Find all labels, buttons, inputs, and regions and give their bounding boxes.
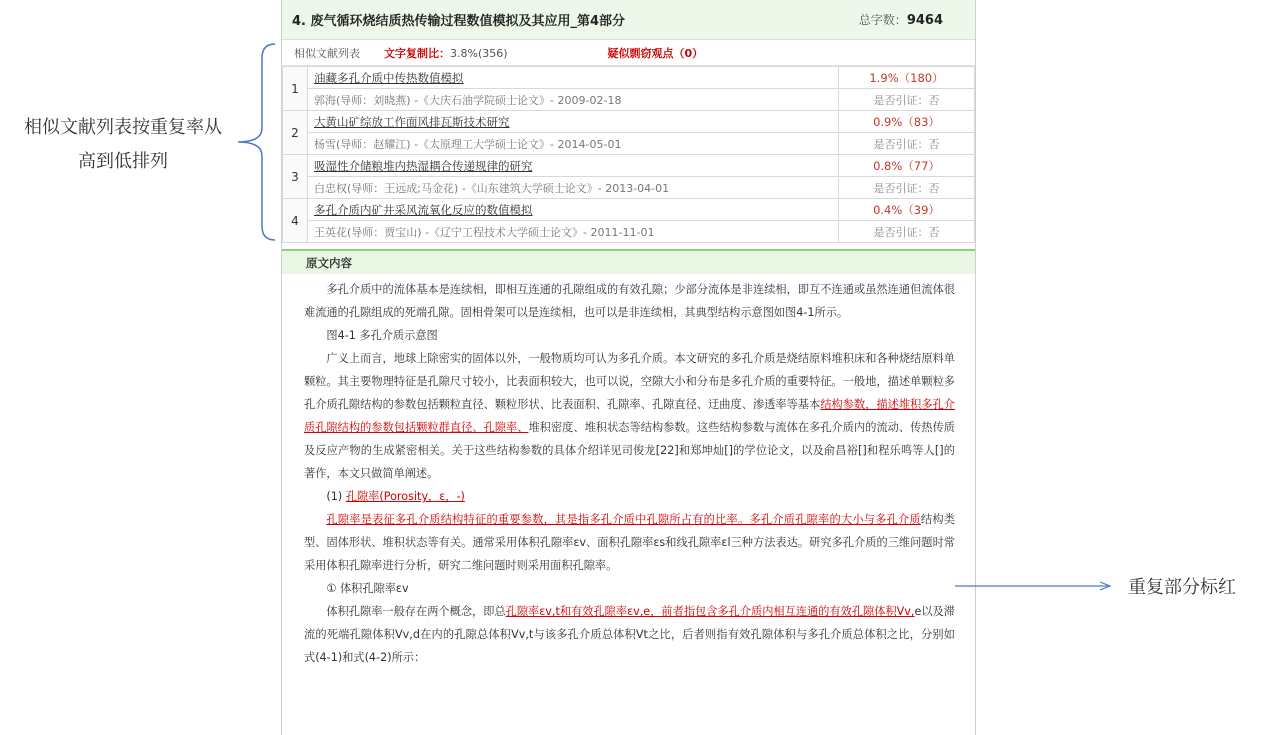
para-4-highlight: 孔隙率εv,t和有效孔隙率εv,e，前者指包含多孔介质内相互连通的有效孔隙体积Vv, (505, 605, 915, 618)
para-3-highlight: 孔隙率是表征多孔介质结构特征的重要参数，其是指多孔介质中孔隙所占有的比率。多孔介质孔隙率的大小与多孔介质 (326, 513, 921, 526)
figure-caption: 图4-1 多孔介质示意图 (326, 329, 438, 342)
row-number: 1 (283, 67, 308, 111)
doc-title-link[interactable]: 吸湿性介储粮堆内热湿耦合传递规律的研究 (314, 158, 533, 173)
doc-similarity: 0.9%（83） (839, 111, 975, 133)
doc-meta: 王英花(导师：贾宝山) -《辽宁工程技术大学硕士论文》- 2011-11-01 (308, 221, 839, 243)
annotation-left: 相似文献列表按重复率从高到低排列 (24, 117, 222, 172)
sub1-highlight: 孔隙率(Porosity，ε，-) (345, 490, 465, 503)
doc-similarity: 0.4%（39） (839, 199, 975, 221)
para-4-a: 体积孔隙率一般存在两个概念，即总 (326, 605, 506, 618)
doc-meta: 杨雪(导师：赵耀江) -《太原理工大学硕士论文》- 2014-05-01 (308, 133, 839, 155)
annotation-right: 重复部分标红 (1128, 577, 1236, 598)
para-2-b: 堆积密度、堆积状态等结构参数。这些结构参数与流体在多孔介质内的流动、传热传质及反应产物的生成紧密相关。关于这些结构参数的具体介绍详见司俊龙[22]和郑坤灿[]的学位论文，以及俞昌裕[]和程乐鸣等人[]的著作，本文只做简单阐述。 (304, 421, 955, 480)
doc-title-link[interactable]: 大黄山矿综放工作面风排瓦斯技术研究 (314, 114, 510, 129)
doc-similarity: 0.8%（77） (839, 155, 975, 177)
report-index: 4. (292, 14, 306, 29)
copy-ratio-value: 3.8%(356) (450, 46, 508, 60)
original-content-header: 原文内容 (282, 249, 975, 274)
doc-cited: 是否引证：否 (839, 221, 975, 243)
doc-similarity: 1.9%（180） (839, 67, 975, 89)
para-1: 多孔介质中的流体基本是连续相，即相互连通的孔隙组成的有效孔隙；少部分流体是非连续相，即互不连通或虽然连通但流体很难流通的孔隙组成的死端孔隙。固相骨架可以是连续相，也可以是非连续相，其典型结构示意图如图4-1所示。 (304, 283, 955, 319)
para-2-a: 广义上而言，地球上除密实的固体以外，一般物质均可认为多孔介质。本文研究的多孔介质是烧结原料堆积床和各种烧结原料单颗粒。其主要物理特征是孔隙尺寸较小，比表面积较大，也可以说，空隙大小和分布是多孔介质的重要特征。一般地，描述单颗粒多孔介质孔隙结构的参数包括颗粒直径、颗粒形状、比表面积、孔隙率、孔隙直径、迂曲度、渗透率等基本 (304, 352, 955, 411)
suspected-ideas: 疑似剽窃观点（0） (607, 46, 704, 60)
copy-ratio-label: 文字复制比： (384, 46, 450, 60)
doc-title-link[interactable]: 多孔介质内矿井采风流氧化反应的数值模拟 (314, 202, 533, 217)
para-2-highlight: 结构参数，描述堆积多孔介质孔隙结构的参数包括颗粒群直径、孔隙率、 (304, 398, 955, 434)
doc-title-link[interactable]: 油藏多孔介质中传热数值模拟 (314, 70, 464, 85)
word-count-label: 总字数： (858, 13, 907, 27)
doc-cited: 是否引证：否 (839, 89, 975, 111)
subheading-volume-porosity: ① 体积孔隙率εv (326, 582, 409, 595)
para-4-b: e以及滞流的死端孔隙体积Vv,d在内的孔隙总体积Vv,t与该多孔介质总体积Vt之比，后者则指有效孔隙体积与多孔介质总体积之比，分别如式(4-1)和式(4-2)所示： (304, 605, 955, 664)
doc-cited: 是否引证：否 (839, 133, 975, 155)
para-3-b: 结构类型、固体形状、堆积状态等有关。通常采用体积孔隙率εv、面积孔隙率εs和线孔隙率εl三种方法表达。研究多孔介质的三维问题时常采用体积孔隙率进行分析，研究二维问题时则采用面积孔隙率。 (304, 513, 955, 572)
doc-cited: 是否引证：否 (839, 177, 975, 199)
row-number: 2 (283, 111, 308, 155)
row-number: 3 (283, 155, 308, 199)
doc-meta: 郭海(导师：刘晓燕) -《大庆石油学院硕士论文》- 2009-02-18 (308, 89, 839, 111)
left-brace (238, 44, 275, 240)
word-count-value: 9464 (906, 13, 943, 28)
report-title-text: 废气循环烧结质热传输过程数值模拟及其应用_第4部分 (310, 14, 626, 29)
similar-list-label: 相似文献列表 (294, 46, 360, 60)
row-number: 4 (283, 199, 308, 243)
doc-meta: 白忠权(导师：王远成;马金花) -《山东建筑大学硕士论文》- 2013-04-01 (308, 177, 839, 199)
sub1-prefix: (1) (326, 490, 346, 503)
